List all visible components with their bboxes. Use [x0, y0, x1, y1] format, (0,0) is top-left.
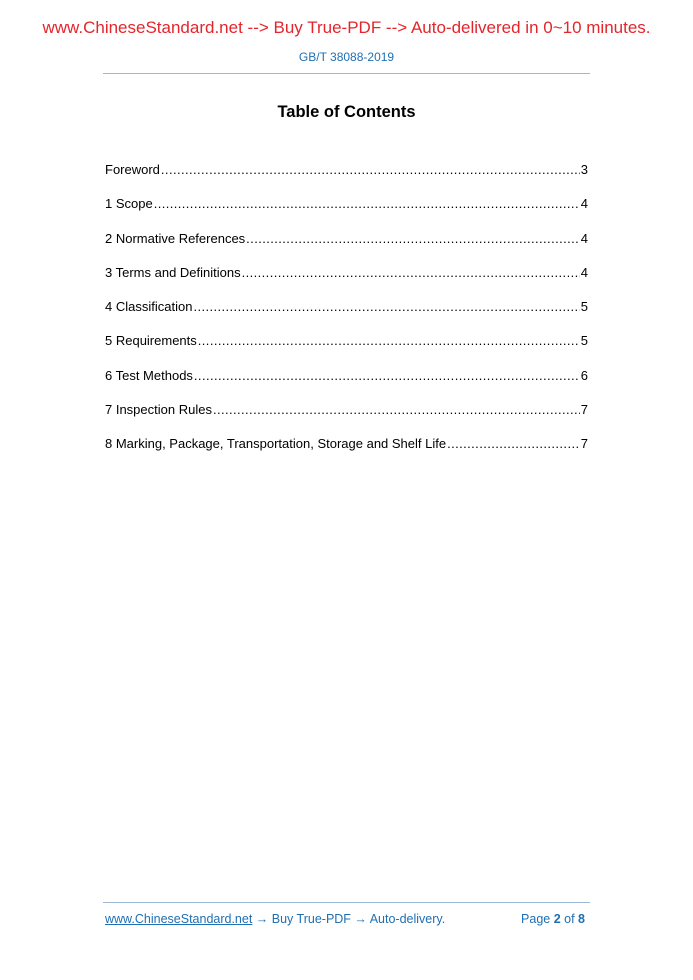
dot-leader: [161, 161, 580, 179]
dot-leader: [242, 264, 580, 282]
page-footer: [105, 912, 585, 926]
standard-number: GB/T 38088-2019: [298, 50, 395, 64]
toc-title: Table of Contents: [277, 103, 416, 121]
toc-entry-page: 7: [580, 436, 588, 452]
toc-entry-scope[interactable]: [105, 195, 588, 229]
header-divider: [103, 73, 590, 74]
toc-entry-page: 5: [580, 299, 588, 315]
toc-entry-page: 5: [580, 333, 588, 349]
toc-entry-label: 4 Classification: [105, 299, 193, 315]
toc-entry-label: 1 Scope: [105, 196, 153, 212]
toc-entry-page: 3: [580, 162, 588, 177]
toc-list: [105, 161, 588, 470]
toc-entry-classification[interactable]: [105, 298, 588, 332]
dot-leader: [198, 332, 580, 350]
toc-entry-requirements[interactable]: [105, 332, 588, 366]
dot-leader: [193, 298, 579, 316]
toc-entry-page: 4: [580, 264, 588, 280]
toc-entry-page: 4: [580, 230, 588, 246]
promo-banner[interactable]: www.ChineseStandard.net --> Buy True-PDF --> Auto-delivered in 0~10 minutes.: [42, 18, 651, 37]
of-word: of: [560, 912, 579, 926]
toc-entry-terms-and-definitions[interactable]: [105, 264, 588, 298]
toc-entry-inspection-rules[interactable]: [105, 401, 588, 435]
toc-entry-label: 2 Normative References: [105, 230, 246, 246]
dot-leader: [194, 367, 580, 385]
toc-entry-label: Foreword: [105, 162, 160, 177]
toc-entry-page: 4: [580, 196, 588, 212]
dot-leader: [154, 195, 580, 213]
footer-tagline: → Buy True-PDF → Auto-delivery.: [252, 912, 446, 926]
footer-site-link[interactable]: www.ChineseStandard.net: [105, 912, 253, 926]
dot-leader: [447, 435, 580, 453]
toc-entry-page: 7: [580, 402, 588, 418]
toc-entry-label: 8 Marking, Package, Transportation, Storage and Shelf Life: [105, 436, 447, 452]
toc-entry-test-methods[interactable]: [105, 367, 588, 401]
total-page-count: 8: [578, 912, 585, 926]
toc-entry-foreword[interactable]: [105, 161, 588, 195]
toc-entry-label: 3 Terms and Definitions: [105, 264, 241, 280]
toc-entry-label: 7 Inspection Rules: [105, 402, 212, 418]
toc-entry-label: 6 Test Methods: [105, 367, 193, 383]
toc-entry-page: 6: [580, 367, 588, 383]
dot-leader: [246, 230, 580, 248]
toc-entry-normative-references[interactable]: [105, 230, 588, 264]
dot-leader: [213, 401, 580, 419]
current-page-number: 2: [553, 912, 561, 926]
page-indicator: [521, 912, 585, 926]
toc-entry-marking-package[interactable]: [105, 435, 588, 469]
toc-entry-label: 5 Requirements: [105, 333, 197, 349]
footer-divider: [103, 902, 590, 903]
page-word: Page: [521, 912, 554, 926]
